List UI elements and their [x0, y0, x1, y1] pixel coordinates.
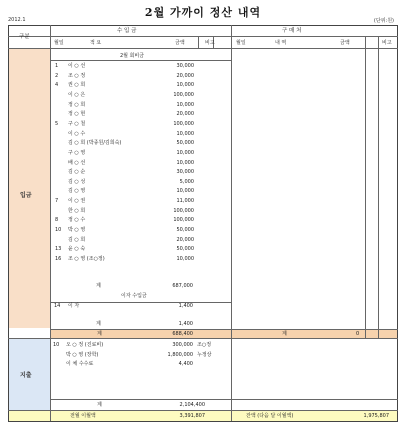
income-row-name: 구 ○ 영: [68, 149, 86, 156]
expense-row-amount: 300,000: [172, 342, 193, 348]
purchase-total-amount: 0: [356, 331, 360, 337]
income-row-amount: 100,000: [173, 217, 194, 224]
income-row-amount: 50,000: [176, 227, 194, 234]
income-row-name: 김 ○ 희 (박종원/김희숙): [68, 140, 122, 147]
expense-row-amount: 1,800,000: [167, 351, 193, 358]
next-balance-label: 잔액 (다음 달 이월액): [246, 413, 294, 419]
carry-over-amount: 3,391,807: [179, 413, 205, 419]
expense-total-amount: 2,104,400: [179, 402, 205, 408]
income-total-label: 계: [97, 331, 102, 337]
income-row-amount: 100,000: [173, 207, 194, 214]
rule: [50, 399, 398, 400]
income-row-day: 2: [55, 72, 59, 79]
income-row-name: 이 ○ 권: [68, 198, 86, 205]
income-row-amount: 30,000: [176, 63, 194, 69]
expense-row-note: 누정상: [197, 351, 212, 358]
expense-row-name: 이 체 수수료: [66, 361, 94, 367]
expense-row-name: 박 ○ 영 (장학): [66, 351, 99, 358]
income-subtotal-label: 계: [96, 283, 101, 289]
interest-row-name: 이 자: [68, 303, 80, 309]
income-row-amount: 50,000: [176, 246, 194, 253]
rule: [50, 25, 51, 421]
period-label: 2012.1: [8, 17, 26, 23]
income-col-note: 비고: [205, 40, 215, 46]
income-row-amount: 10,000: [176, 130, 194, 137]
expense-col-note: 비고: [382, 40, 392, 46]
income-row-name: 배 ○ 선: [68, 159, 86, 166]
income-row-name: 정 ○ 현: [68, 111, 86, 118]
income-row-amount: 20,000: [176, 111, 194, 118]
income-row-name: 김 ○ 영: [68, 188, 86, 195]
income-subtotal-amount: 687,000: [172, 283, 193, 289]
income-row-name: 윤 ○ 숙: [68, 246, 86, 253]
income-row-day: 4: [55, 82, 59, 89]
income-row-day: 7: [55, 198, 59, 205]
unit-label: (단위:원): [373, 18, 394, 24]
purchase-total-label: 계: [282, 331, 287, 337]
rule: [8, 338, 398, 339]
rule: [8, 410, 398, 411]
income-row-day: 5: [55, 120, 59, 127]
expense-row-amount: 4,400: [178, 361, 193, 367]
income-row-day: 1: [55, 63, 59, 69]
interest-subtotal-amount: 1,400: [178, 321, 193, 327]
rule: [198, 36, 199, 48]
rule: [50, 60, 231, 61]
income-row-amount: 20,000: [176, 72, 194, 79]
income-col-amount: 금액: [175, 40, 185, 46]
income-row-amount: 100,000: [173, 120, 194, 127]
income-row-name: 조 ○ 정: [68, 72, 86, 79]
next-balance-amount: 1,975,807: [363, 413, 389, 419]
income-row-name: 김 ○ 희: [68, 236, 86, 243]
income-row-name: 구 ○ 철: [68, 120, 86, 127]
section-label-income: 입금: [20, 192, 32, 199]
expense-total-label: 계: [97, 402, 102, 408]
income-row-amount: 10,000: [176, 256, 194, 262]
expense-row-day: 10: [53, 342, 60, 348]
income-row-name: 박 ○ 영: [68, 227, 86, 234]
income-row-amount: 100,000: [173, 91, 194, 98]
income-total-amount: 688,400: [172, 331, 193, 337]
income-row-day: 13: [55, 246, 62, 253]
rule: [50, 329, 398, 330]
income-col-desc: 적 요: [90, 40, 102, 46]
income-row-name: 이 ○ 은: [68, 91, 86, 98]
header-expense-group: 구 매 처: [282, 28, 302, 34]
income-row-name: 정 ○ 수: [68, 217, 86, 224]
header-income-group: 수 입 금: [117, 28, 137, 34]
income-row-amount: 5,000: [179, 178, 194, 185]
income-row-amount: 50,000: [176, 140, 194, 147]
carry-over-label: 전월 이월액: [70, 413, 96, 419]
income-row-name: 한 ○ 희: [68, 207, 86, 214]
expense-col-desc: 내 역: [275, 40, 287, 46]
rule: [231, 25, 232, 421]
income-row-name: 권 ○ 희: [68, 82, 86, 89]
rule: [8, 48, 398, 49]
header-category: 구분: [19, 34, 30, 40]
income-row-amount: 10,000: [176, 149, 194, 156]
rule: [378, 36, 379, 338]
interest-row-amount: 1,400: [178, 303, 193, 309]
income-row-day: 8: [55, 217, 59, 224]
expense-col-date: 월일: [236, 40, 246, 46]
income-row-name: 이 ○ 선: [68, 63, 86, 69]
income-row-amount: 10,000: [176, 188, 194, 195]
rule: [8, 36, 398, 37]
income-row-amount: 20,000: [176, 236, 194, 243]
income-row-day: 10: [55, 227, 62, 234]
income-subheading: 2월 회비금: [120, 53, 145, 59]
income-row-day: 16: [55, 256, 62, 262]
income-row-amount: 30,000: [176, 169, 194, 176]
income-row-amount: 10,000: [176, 159, 194, 166]
income-row-name: 정 ○ 희: [68, 101, 86, 108]
section-label-expense: 지출: [20, 372, 32, 379]
interest-subheading: 이자 수입금: [121, 293, 147, 299]
page-title: 2월 가까이 정산 내역: [144, 6, 262, 19]
income-row-amount: 11,000: [176, 198, 194, 205]
income-row-name: 김 ○ 성: [68, 178, 86, 185]
expense-row-name: 오 ○ 정 (진료비): [66, 342, 104, 348]
income-row-name: 이 ○ 수: [68, 130, 86, 137]
income-row-amount: 10,000: [176, 82, 194, 89]
rule: [365, 36, 366, 338]
income-col-date: 월일: [54, 40, 64, 46]
expense-row-note: 조○정: [197, 342, 212, 348]
income-row-name: 김 ○ 순: [68, 169, 86, 176]
expense-col-amount: 금액: [340, 40, 350, 46]
interest-subtotal-label: 계: [96, 321, 101, 327]
income-row-name: 조 ○ 영 (조○정): [68, 256, 105, 262]
income-row-amount: 10,000: [176, 101, 194, 108]
interest-row-day: 14: [54, 303, 61, 309]
